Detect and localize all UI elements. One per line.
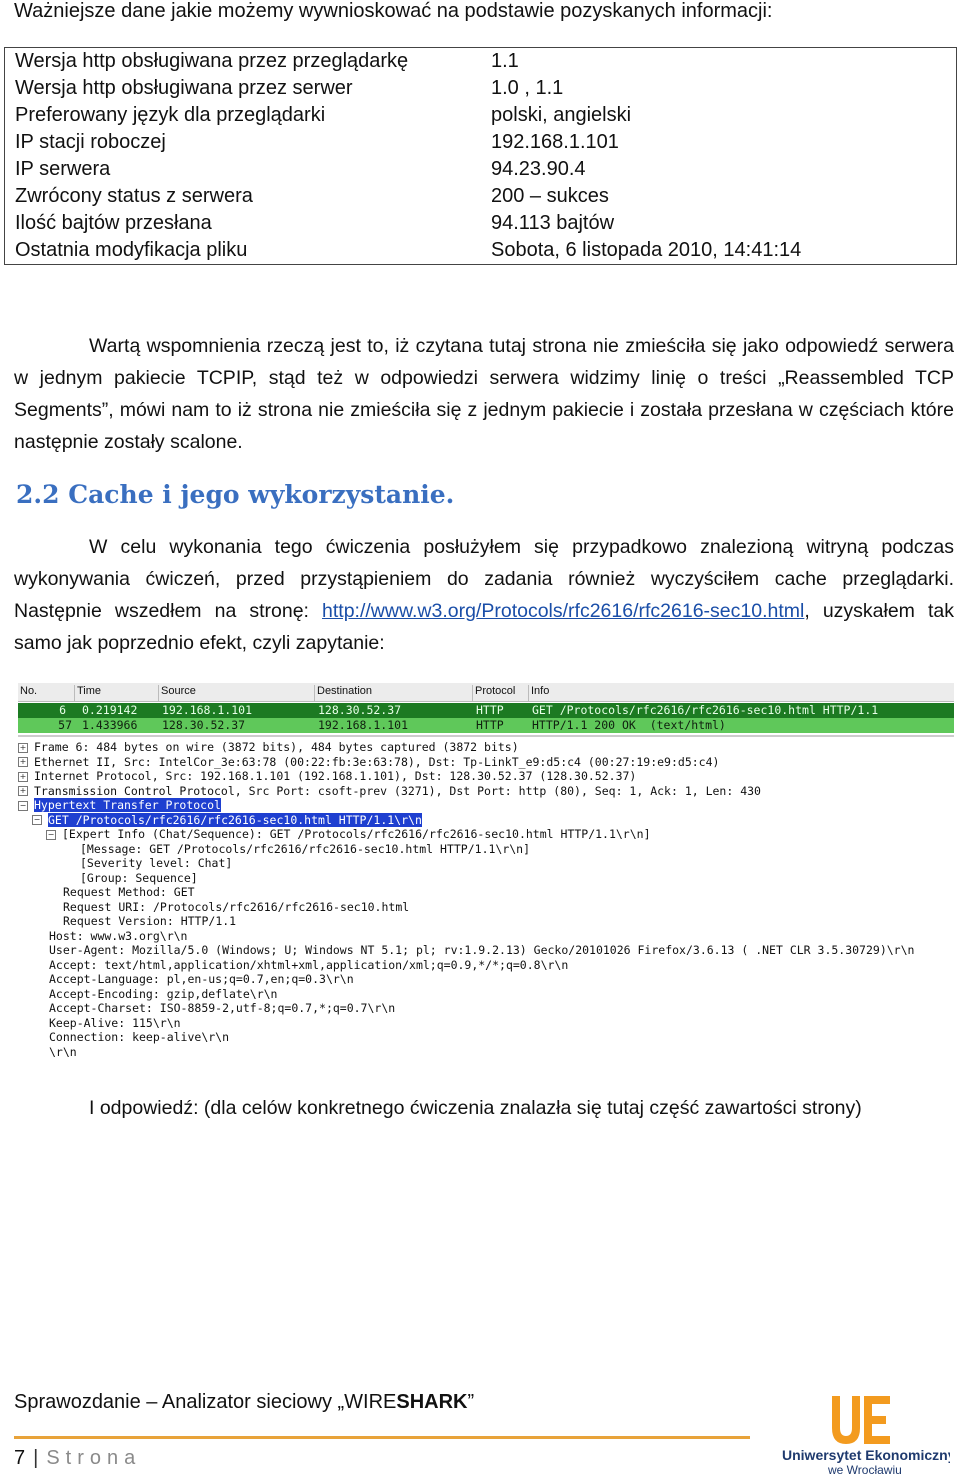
table-value: 192.168.1.101 [481,129,957,156]
table-row [5,75,957,102]
packet-info: HTTP/1.1 200 OK (text/html) [532,718,726,732]
collapse-icon[interactable]: − [33,815,41,824]
table-value: Sobota, 6 listopada 2010, 14:41:14 [481,237,957,265]
col-protocol[interactable]: Protocol [472,685,515,701]
table-key: Wersja http obsługiwana przez przeglądarkę [5,48,482,76]
col-destination[interactable]: Destination [314,685,372,701]
table-value: polski, angielski [481,102,957,129]
table-value: 1.1 [481,48,957,76]
tree-item-group[interactable]: [Group: Sequence] [80,870,198,885]
collapse-icon[interactable]: − [47,829,55,839]
table-row [5,210,957,237]
tree-item-keep-alive[interactable]: Keep-Alive: 115\r\n [49,1015,181,1030]
collapse-icon[interactable]: − [19,800,27,810]
page-separator: | [33,1447,39,1469]
tree-item-severity[interactable]: [Severity level: Chat] [80,856,233,870]
tree-item-version[interactable]: Request Version: HTTP/1.1 [63,914,237,928]
tree-item-accept-encoding[interactable]: Accept-Encoding: gzip,deflate\r\n [49,986,278,1001]
expand-icon[interactable]: + [19,742,27,752]
tree-item-accept[interactable]: Accept: text/html,application/xhtml+xml,application/xml;q=0.9,*/*;q=0.8\r\n [49,957,569,972]
col-time[interactable]: Time [74,685,101,701]
paragraph-cache-text: W celu wykonania tego ćwiczenia posłużyłem się przypadkowo znalezioną witryną podczas wykonywania ćwiczeń, przed przystąpieniem do zadania również wyczyściłem cache przeglądarki. Następnie wszedłem na stronę: [14,536,954,622]
ue-logo-icon [780,1392,950,1476]
tree-item-message[interactable]: [Message: GET /Protocols/rfc2616/rfc2616-sec10.html HTTP/1.1\r\n] [80,841,531,856]
tree-item-uri[interactable]: Request URI: /Protocols/rfc2616/rfc2616-sec10.html [63,899,410,914]
table-key: Zwrócony status z serwera [5,183,482,210]
pane-divider[interactable] [18,735,954,737]
university-logo [780,1392,950,1476]
table-row [5,129,957,156]
packet-protocol: HTTP [476,718,504,732]
intro-text: Ważniejsze dane jakie możemy wywnioskować na podstawie pozyskanych informacji: [14,0,773,22]
table-key: IP stacji roboczej [5,129,482,156]
logo-text-line2: we Wrocławiu [828,1463,902,1476]
tree-item-ethernet[interactable]: + Ethernet II, Src: IntelCor_3e:63:78 (00:22:fb:3e:63:78), Dst: Tp-LinkT_e9:d5:c4 (00:27:19:e9:d5:c4) [19,754,720,769]
packet-protocol: HTTP [476,703,504,717]
table-key: Wersja http obsługiwana przez serwer [5,75,482,102]
expand-icon[interactable]: + [19,757,27,766]
packet-info: GET /Protocols/rfc2616/rfc2616-sec10.html HTTP/1.1 [532,703,879,717]
table-row [5,156,957,183]
table-value: 200 – sukces [481,183,957,210]
footer-divider [14,1436,750,1439]
tree-item-host[interactable]: Host: www.w3.org\r\n [49,928,188,943]
tree-item-http[interactable]: − Hypertext Transfer Protocol [19,798,221,812]
expand-icon[interactable]: + [19,786,27,795]
col-info[interactable]: Info [528,685,549,701]
packet-time: 1.433966 [82,718,138,732]
table-row [5,183,957,210]
paragraph-cache-tail: , uzyskałem tak samo jak poprzednio efekt, czyli zapytanie: [14,600,954,654]
tree-item-expert-info[interactable]: − [Expert Info (Chat/Sequence): GET /Protocols/rfc2616/rfc2616-sec10.html HTTP/1.1\r\n] [47,827,651,841]
tree-item-method[interactable]: Request Method: GET [63,885,195,899]
section-heading: 2.2 Cache i jego wykorzystanie. [16,480,455,509]
col-source[interactable]: Source [158,685,196,701]
packet-no: 6 [59,703,66,717]
logo-text-line1: Uniwersytet Ekonomiczny [782,1447,950,1463]
tree-item-connection[interactable]: Connection: keep-alive\r\n [49,1030,230,1044]
table-value: 1.0 , 1.1 [481,75,957,102]
tree-item-accept-charset[interactable]: Accept-Charset: ISO-8859-2,utf-8;q=0.7,*;q=0.7\r\n [49,1001,396,1015]
packet-list-header [18,683,954,702]
paragraph-reassembled: Wartą wspomnienia rzeczą jest to, iż czytana tutaj strona nie zmieściła się jako odpowiedź serwera w jednym pakiecie TCPIP, stąd też w odpowiedzi serwera widzimy linię o treści „Reassembled TCP Segments”, mówi nam to iż strona nie zmieściła się z jednym pakiecie i została przesłana w częściach które następnie zostały scalone. [14,335,954,453]
table-value: 94.113 bajtów [481,210,957,237]
packet-no: 57 [58,718,72,732]
col-no[interactable]: No. [20,685,38,697]
tree-item-frame[interactable]: + Frame 6: 484 bytes on wire (3872 bits), 484 bytes captured (3872 bits) [19,740,519,754]
table-key: Ostatnia modyfikacja pliku [5,237,482,265]
table-row [5,237,957,265]
page-number: 7 | Strona [14,1447,142,1469]
rfc-link[interactable]: http://www.w3.org/Protocols/rfc2616/rfc2616-sec10.html [322,600,805,622]
table-key: Ilość bajtów przesłana [5,210,482,237]
tree-item-accept-language[interactable]: Accept-Language: pl,en-us;q=0.7,en;q=0.3\r\n [49,972,354,986]
paragraph-response: I odpowiedź: (dla celów konkretnego ćwiczenia znalazła się tutaj część zawartości strony) [89,1097,862,1119]
packet-row-selected[interactable] [18,703,954,718]
packet-source: 128.30.52.37 [162,718,246,732]
packet-row[interactable] [18,718,954,733]
packet-destination: 128.30.52.37 [318,703,402,717]
table-value: 94.23.90.4 [481,156,957,183]
expand-icon[interactable]: + [19,771,27,781]
table-key: IP serwera [5,156,482,183]
packet-details-tree [18,740,954,1059]
packet-time: 0.219142 [82,703,138,717]
tree-item-user-agent[interactable]: User-Agent: Mozilla/5.0 (Windows; U; Windows NT 5.1; pl; rv:1.9.2.13) Gecko/20101026 Firefox/3.6.13 ( .NET CLR 3.5.30729)\r\n [49,943,915,957]
paragraph-cache [14,531,954,659]
summary-table [4,47,957,265]
table-row [5,102,957,129]
table-key: Preferowany język dla przeglądarki [5,102,482,129]
tree-item-ip[interactable]: + Internet Protocol, Src: 192.168.1.101 (192.168.1.101), Dst: 128.30.52.37 (128.30.52.37) [19,769,637,783]
tree-item-request-line[interactable]: − GET /Protocols/rfc2616/rfc2616-sec10.html HTTP/1.1\r\n [33,812,422,827]
footer-title: Sprawozdanie – Analizator sieciowy „WIRESHARK” [14,1391,475,1413]
packet-source: 192.168.1.101 [162,703,253,717]
tree-item-tcp[interactable]: + Transmission Control Protocol, Src Port: csoft-prev (3271), Dst Port: http (80), Seq: 1, Ack: 1, Len: 430 [19,783,761,798]
table-row [5,48,957,76]
tree-item-crlf[interactable]: \r\n [49,1044,77,1059]
wireshark-screenshot [18,683,954,1065]
packet-destination: 192.168.1.101 [318,718,409,732]
